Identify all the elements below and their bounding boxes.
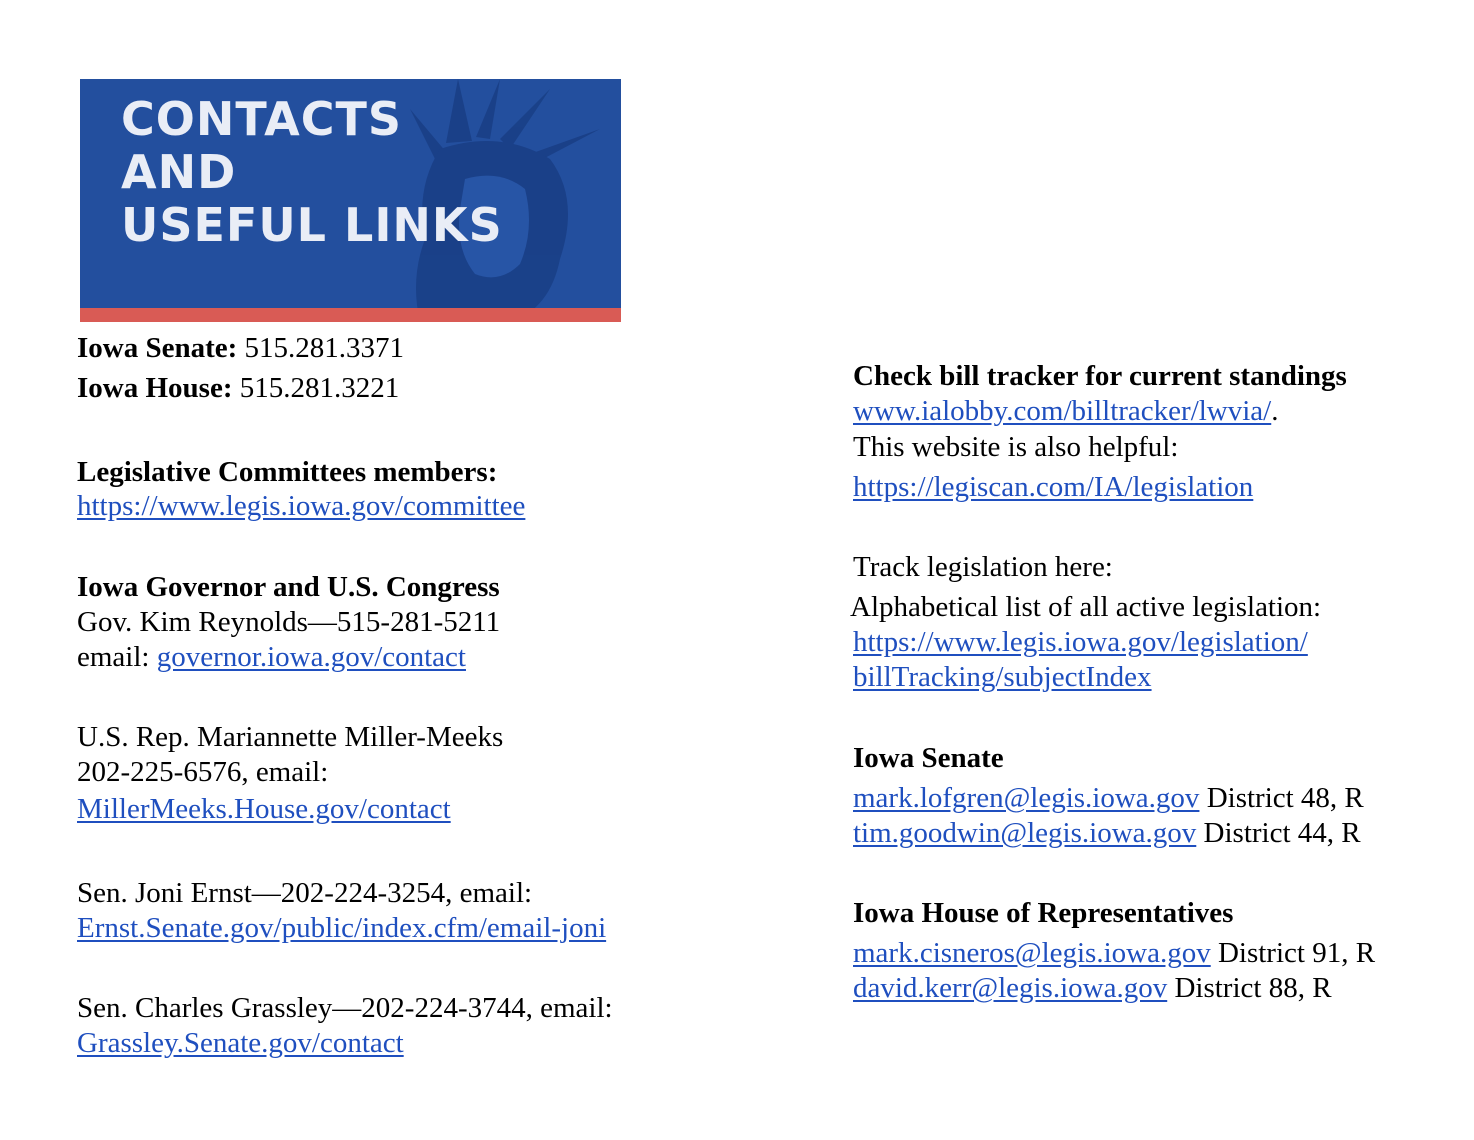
iowa-senate-label: Iowa Senate: (77, 332, 238, 364)
alphabetical-list-text: Alphabetical list of all active legislation: (850, 591, 1322, 623)
ernst-contact-link[interactable]: Ernst.Senate.gov/public/index.cfm/email-joni (77, 912, 607, 944)
bill-tracker-link[interactable]: www.ialobby.com/billtracker/lwvia/ (853, 395, 1272, 427)
track-legislation-text: Track legislation here: (853, 551, 1113, 583)
sen-grassley-line: Sen. Charles Grassley—202-224-3744, email: (77, 992, 613, 1024)
banner-line-2: AND (121, 145, 237, 199)
governor-email-row (77, 640, 466, 674)
representative-district: District 91, R (1210, 937, 1376, 969)
house-member-row (853, 936, 1375, 970)
senator-email-link[interactable]: mark.lofgren@legis.iowa.gov (853, 782, 1200, 814)
committees-link[interactable]: https://www.legis.iowa.gov/committee (77, 490, 526, 522)
iowa-senate-heading: Iowa Senate (853, 742, 1004, 774)
senator-district: District 44, R (1196, 817, 1361, 849)
rep-miller-meeks-phone: 202-225-6576, email: (77, 756, 329, 788)
bill-tracker-heading: Check bill tracker for current standings (853, 360, 1347, 392)
iowa-house-phone: 515.281.3221 (232, 372, 400, 404)
bill-tracker-row (853, 394, 1278, 428)
bill-tracker-period: . (1271, 395, 1279, 427)
senator-district: District 48, R (1199, 782, 1364, 814)
iowa-house-phone-row (77, 371, 399, 405)
banner-line-3: USEFUL LINKS (121, 198, 503, 252)
subject-index-link-line-1[interactable]: https://www.legis.iowa.gov/legislation/ (853, 626, 1308, 658)
grassley-contact-link[interactable]: Grassley.Senate.gov/contact (77, 1027, 404, 1059)
senator-email-link[interactable]: tim.goodwin@legis.iowa.gov (853, 817, 1197, 849)
banner-line-1: CONTACTS (121, 92, 403, 146)
contacts-banner (80, 79, 621, 322)
rep-miller-meeks-name: U.S. Rep. Mariannette Miller-Meeks (77, 721, 504, 753)
representative-email-link[interactable]: mark.cisneros@legis.iowa.gov (853, 937, 1211, 969)
subject-index-link-line-2[interactable]: billTracking/subjectIndex (853, 661, 1152, 693)
iowa-senate-phone: 515.281.3371 (237, 332, 405, 364)
representative-district: District 88, R (1167, 972, 1332, 1004)
committees-heading: Legislative Committees members: (77, 456, 498, 488)
governor-congress-heading: Iowa Governor and U.S. Congress (77, 571, 500, 603)
helpful-website-text: This website is also helpful: (853, 431, 1179, 463)
governor-email-label: email: (77, 641, 157, 673)
iowa-house-heading: Iowa House of Representatives (853, 897, 1234, 929)
banner-stripe (80, 308, 621, 322)
iowa-senate-phone-row (77, 331, 404, 365)
house-member-row (853, 971, 1332, 1005)
senate-member-row (853, 816, 1361, 850)
senate-member-row (853, 781, 1364, 815)
miller-meeks-contact-link[interactable]: MillerMeeks.House.gov/contact (77, 793, 451, 825)
iowa-house-label: Iowa House: (77, 372, 233, 404)
representative-email-link[interactable]: david.kerr@legis.iowa.gov (853, 972, 1168, 1004)
governor-contact-link[interactable]: governor.iowa.gov/contact (156, 641, 466, 673)
governor-phone: Gov. Kim Reynolds—515-281-5211 (77, 606, 501, 638)
sen-ernst-line: Sen. Joni Ernst—202-224-3254, email: (77, 877, 533, 909)
legiscan-link[interactable]: https://legiscan.com/IA/legislation (853, 471, 1254, 503)
